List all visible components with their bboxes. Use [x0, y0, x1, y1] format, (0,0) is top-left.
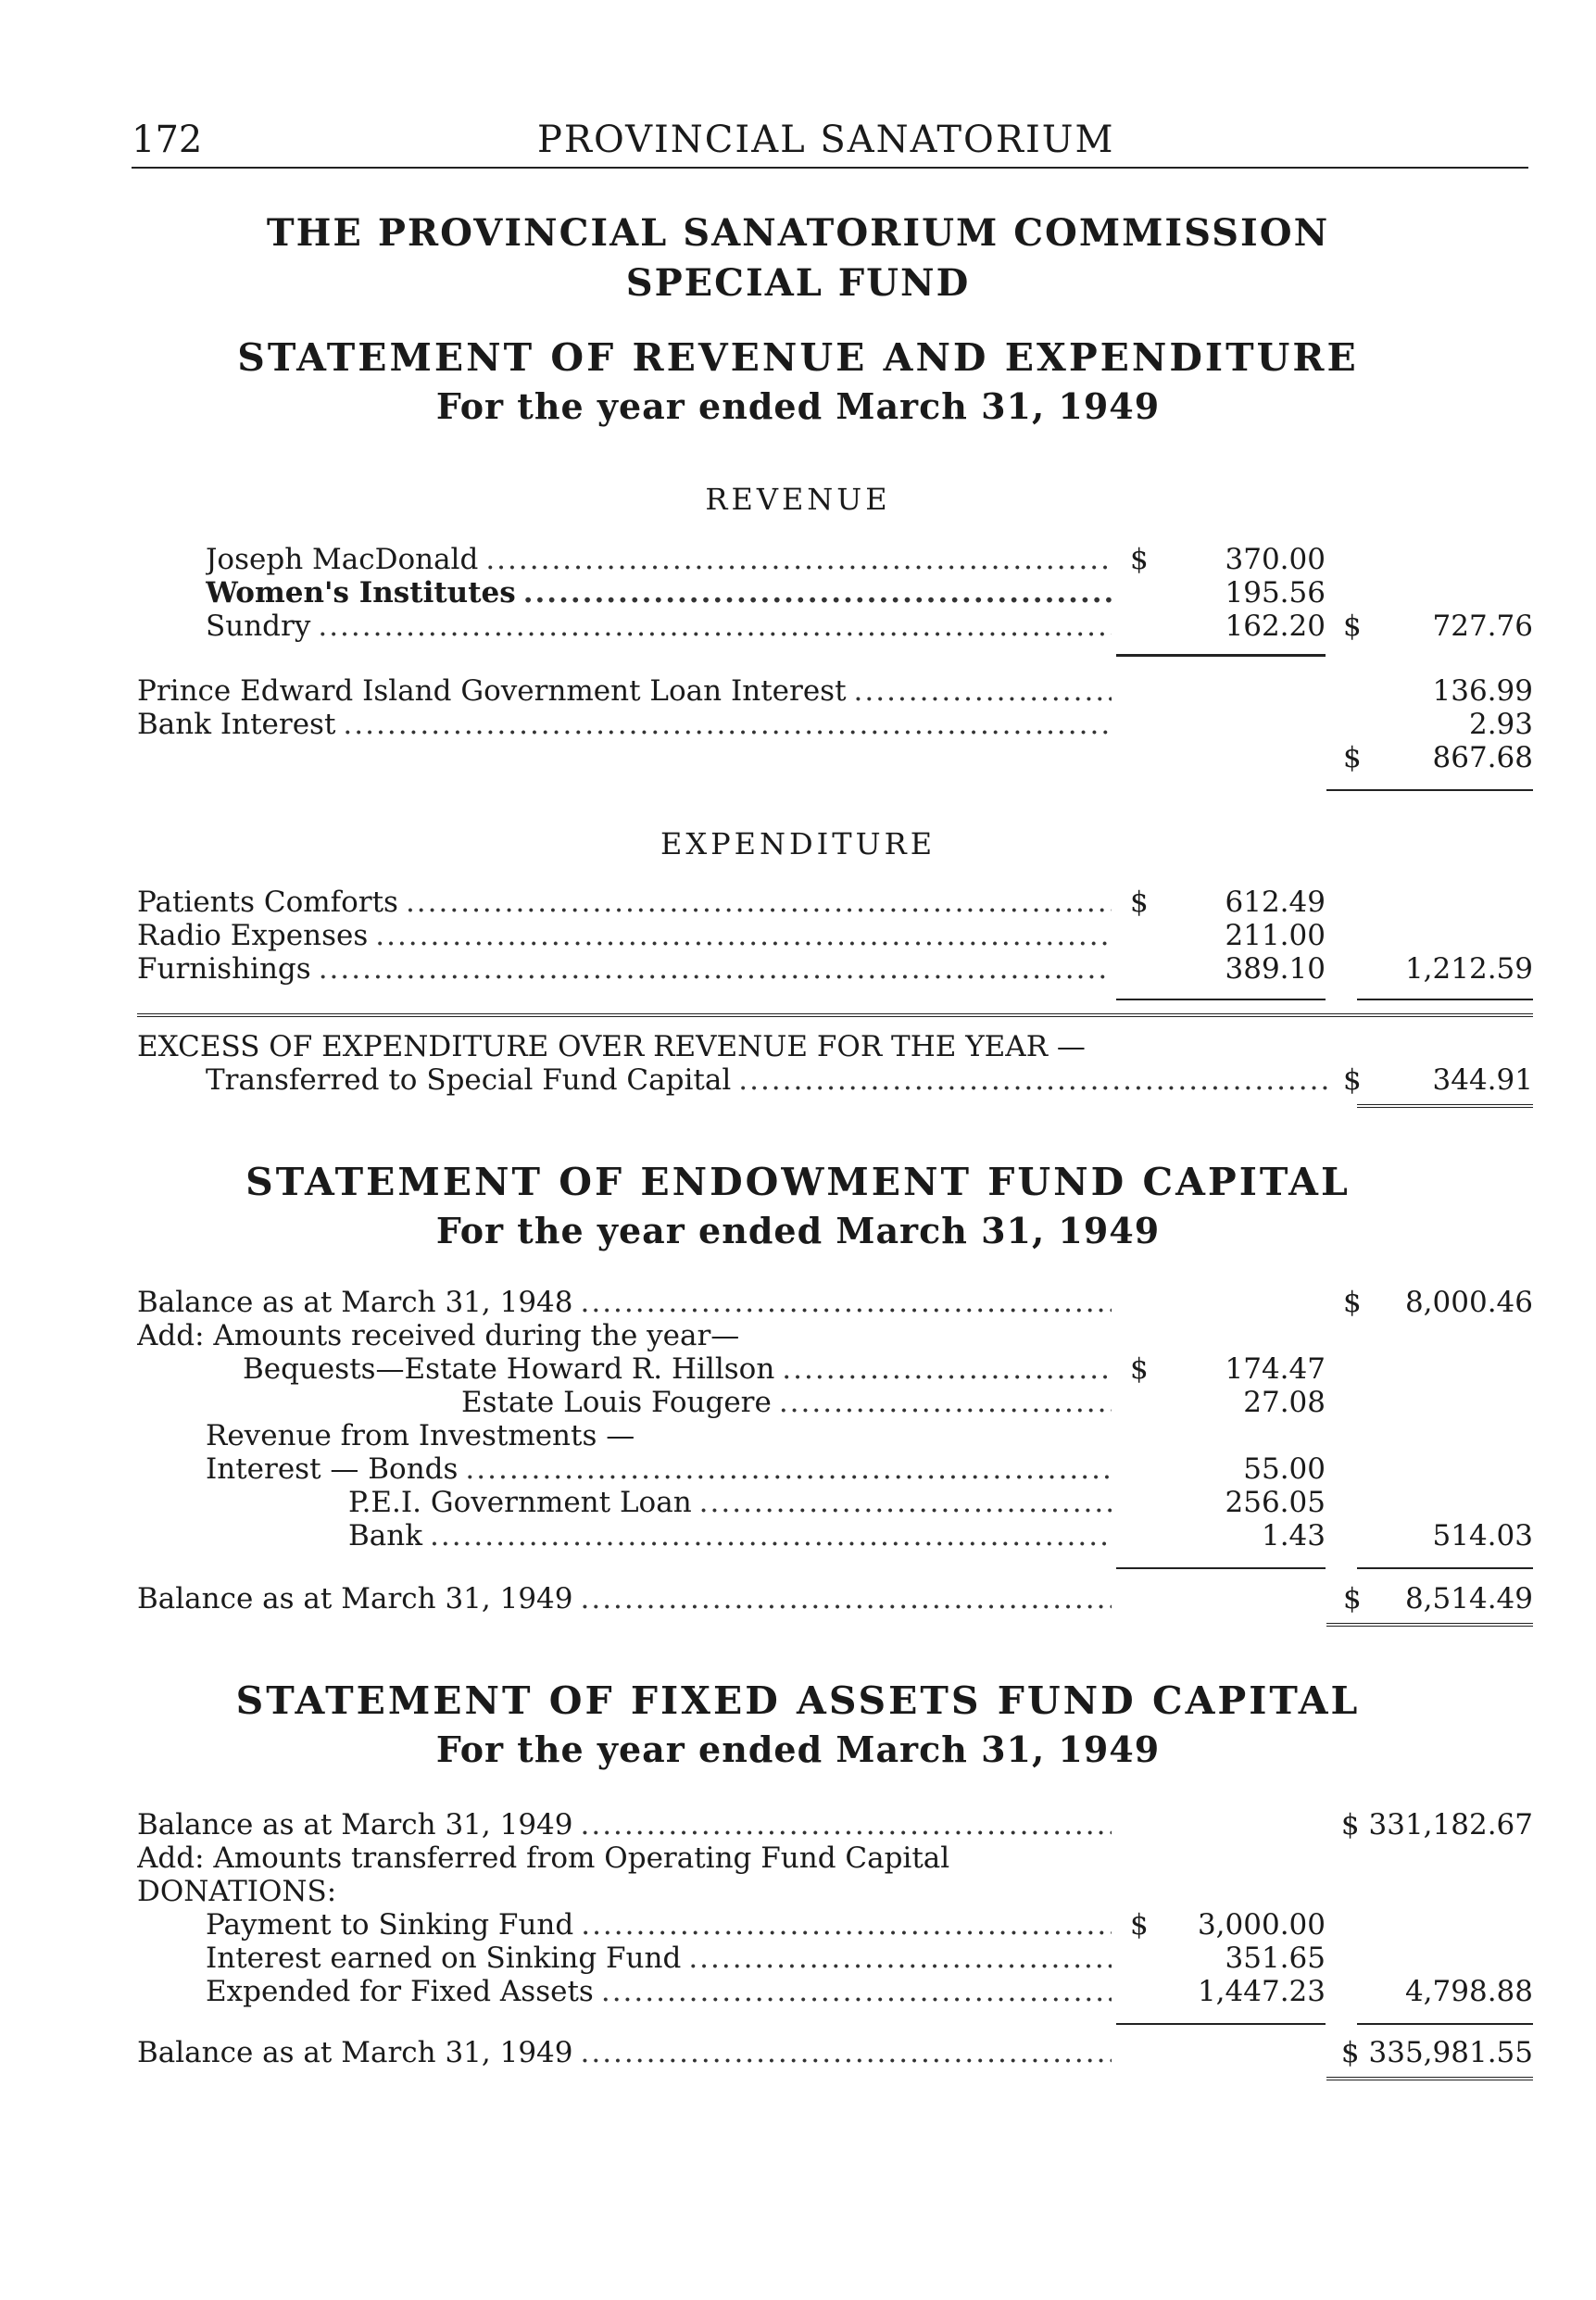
- dollar-sign: $: [1130, 1908, 1149, 1942]
- endowment-add-row: [0, 1319, 1596, 1352]
- total-double-rule: [1326, 1623, 1533, 1627]
- endowment-opening-row: [0, 1286, 1596, 1319]
- fixed-opening-label: Balance as at March 31, 1949: [137, 1808, 581, 1841]
- other-revenue-label: Bank Interest: [137, 708, 343, 741]
- fixed-opening-row: [0, 1808, 1596, 1841]
- excess-row: [0, 1063, 1596, 1097]
- endowment-line-amount: 1.43: [1261, 1519, 1326, 1552]
- total-double-rule: [1326, 2077, 1533, 2080]
- endowment-line-amount: 256.05: [1225, 1486, 1326, 1519]
- fixed-add-row: [0, 1841, 1596, 1875]
- excess-heading: EXCESS OF EXPENDITURE OVER REVENUE FOR THE YEAR —: [137, 1030, 1086, 1063]
- endowment-closing-label: Balance as at March 31, 1949: [137, 1582, 581, 1615]
- fixed-line: [0, 1942, 1596, 1975]
- excess-label: Transferred to Special Fund Capital: [206, 1063, 738, 1097]
- endowment-additions-total: 514.03: [1432, 1519, 1533, 1552]
- revenue-subtotal: 727.76: [1432, 610, 1533, 643]
- revenue-row-label: Women's Institutes: [206, 576, 523, 610]
- commission-title: THE PROVINCIAL SANATORIUM COMMISSION: [266, 211, 1330, 255]
- revenue-total: 867.68: [1432, 741, 1533, 774]
- fixed-line-amount: 1,447.23: [1197, 1975, 1326, 2008]
- total-double-rule: [1357, 1104, 1533, 1108]
- endowment-line-amount: 27.08: [1243, 1386, 1326, 1419]
- expenditure-row: [0, 886, 1596, 919]
- endowment-line: [0, 1519, 1596, 1552]
- other-revenue-amount: 136.99: [1432, 674, 1533, 708]
- revenue-expenditure-heading: STATEMENT OF REVENUE AND EXPENDITURE: [237, 335, 1359, 380]
- revenue-row-amount: 162.20: [1225, 610, 1326, 643]
- section-divider: [137, 1013, 1533, 1017]
- fixed-closing-label: Balance as at March 31, 1949: [137, 2036, 581, 2069]
- dollar-sign: $: [1343, 610, 1362, 643]
- endowment-opening-label: Balance as at March 31, 1948: [137, 1286, 581, 1319]
- total-rule: [1357, 2023, 1533, 2025]
- revenue-row-label: Joseph MacDonald: [206, 543, 485, 576]
- revenue-total-row: [0, 741, 1596, 774]
- total-rule: [1357, 1567, 1533, 1569]
- expenditure-total: 1,212.59: [1404, 952, 1533, 986]
- expenditure-label: Patients Comforts: [137, 886, 406, 919]
- dollar-sign: $: [1343, 1286, 1362, 1319]
- fixed-line-label: Expended for Fixed Assets: [206, 1975, 601, 2008]
- revenue-row-label: Sundry: [206, 610, 318, 643]
- donations-row: [0, 1875, 1596, 1908]
- fixed-line-amount: 351.65: [1225, 1942, 1326, 1975]
- fixed-line: [0, 1908, 1596, 1942]
- endowment-line: [0, 1452, 1596, 1486]
- endowment-closing-amount: 8,514.49: [1404, 1582, 1533, 1615]
- dollar-sign: $: [1343, 1063, 1362, 1097]
- endowment-line: [0, 1486, 1596, 1519]
- fixed-opening-amount: $ 331,182.67: [1340, 1808, 1533, 1841]
- fixed-closing-row: [0, 2036, 1596, 2069]
- other-revenue-row: [0, 708, 1596, 741]
- dollar-sign: $: [1130, 543, 1149, 576]
- running-title: PROVINCIAL SANATORIUM: [537, 119, 1115, 161]
- fund-title: SPECIAL FUND: [625, 261, 971, 305]
- fixed-line: [0, 1975, 1596, 2008]
- endowment-closing-row: [0, 1582, 1596, 1615]
- other-revenue-label: Prince Edward Island Government Loan Interest: [137, 674, 854, 708]
- total-rule: [1357, 999, 1533, 1000]
- expenditure-amount: 211.00: [1225, 919, 1326, 952]
- other-revenue-amount: 2.93: [1468, 708, 1533, 741]
- dollar-sign: $: [1130, 1352, 1149, 1386]
- fixed-assets-period: For the year ended March 31, 1949: [435, 1728, 1161, 1770]
- other-revenue-row: [0, 674, 1596, 708]
- expenditure-label: Furnishings: [137, 952, 319, 986]
- donations-label: DONATIONS:: [137, 1875, 337, 1908]
- endowment-line: [0, 1419, 1596, 1452]
- excess-amount: 344.91: [1432, 1063, 1533, 1097]
- expenditure-row: [0, 919, 1596, 952]
- endowment-line-label: P.E.I. Government Loan: [348, 1486, 699, 1519]
- page-number: 172: [132, 119, 203, 161]
- revenue-row: [0, 543, 1596, 576]
- fixed-closing-amount: $ 335,981.55: [1340, 2036, 1533, 2069]
- endowment-line-label: Revenue from Investments —: [206, 1419, 635, 1452]
- fixed-add-label: Add: Amounts transferred from Operating Fund Capital: [137, 1841, 950, 1875]
- dollar-sign: $: [1343, 1582, 1362, 1615]
- fixed-assets-heading: STATEMENT OF FIXED ASSETS FUND CAPITAL: [235, 1678, 1361, 1723]
- expenditure-amount: 612.49: [1225, 886, 1326, 919]
- revenue-section-label: REVENUE: [705, 482, 891, 517]
- endowment-line-label: Bequests—Estate Howard R. Hillson: [243, 1352, 782, 1386]
- endowment-opening-amount: 8,000.46: [1404, 1286, 1533, 1319]
- endowment-line-amount: 174.47: [1225, 1352, 1326, 1386]
- revenue-row-amount: 195.56: [1225, 576, 1326, 610]
- fixed-line-amount: 3,000.00: [1197, 1908, 1326, 1942]
- subtotal-rule: [1116, 654, 1326, 657]
- endowment-line-label: Estate Louis Fougere: [461, 1386, 779, 1419]
- subtotal-rule: [1116, 999, 1326, 1000]
- fixed-line-label: Interest earned on Sinking Fund: [206, 1942, 688, 1975]
- fixed-line-label: Payment to Sinking Fund: [206, 1908, 581, 1942]
- revenue-row-amount: 370.00: [1225, 543, 1326, 576]
- endowment-line: [0, 1386, 1596, 1419]
- page-header: [132, 119, 1528, 169]
- revenue-row: [0, 576, 1596, 610]
- endowment-line-label: Bank: [348, 1519, 430, 1552]
- excess-heading-row: [0, 1030, 1596, 1063]
- endowment-line: [0, 1352, 1596, 1386]
- expenditure-amount: 389.10: [1225, 952, 1326, 986]
- subtotal-rule: [1116, 2023, 1326, 2025]
- endowment-heading: STATEMENT OF ENDOWMENT FUND CAPITAL: [245, 1160, 1351, 1204]
- endowment-period: For the year ended March 31, 1949: [435, 1210, 1161, 1251]
- endowment-line-amount: 55.00: [1243, 1452, 1326, 1486]
- expenditure-section-label: EXPENDITURE: [660, 826, 936, 861]
- revenue-expenditure-period: For the year ended March 31, 1949: [435, 385, 1161, 427]
- endowment-line-label: Interest — Bonds: [206, 1452, 465, 1486]
- dollar-sign: $: [1130, 886, 1149, 919]
- endowment-add-label: Add: Amounts received during the year—: [137, 1319, 740, 1352]
- fixed-additions-total: 4,798.88: [1404, 1975, 1533, 2008]
- total-rule: [1326, 789, 1533, 791]
- subtotal-rule: [1116, 1567, 1326, 1569]
- revenue-row: [0, 610, 1596, 643]
- expenditure-label: Radio Expenses: [137, 919, 375, 952]
- dollar-sign: $: [1343, 741, 1362, 774]
- expenditure-row: [0, 952, 1596, 986]
